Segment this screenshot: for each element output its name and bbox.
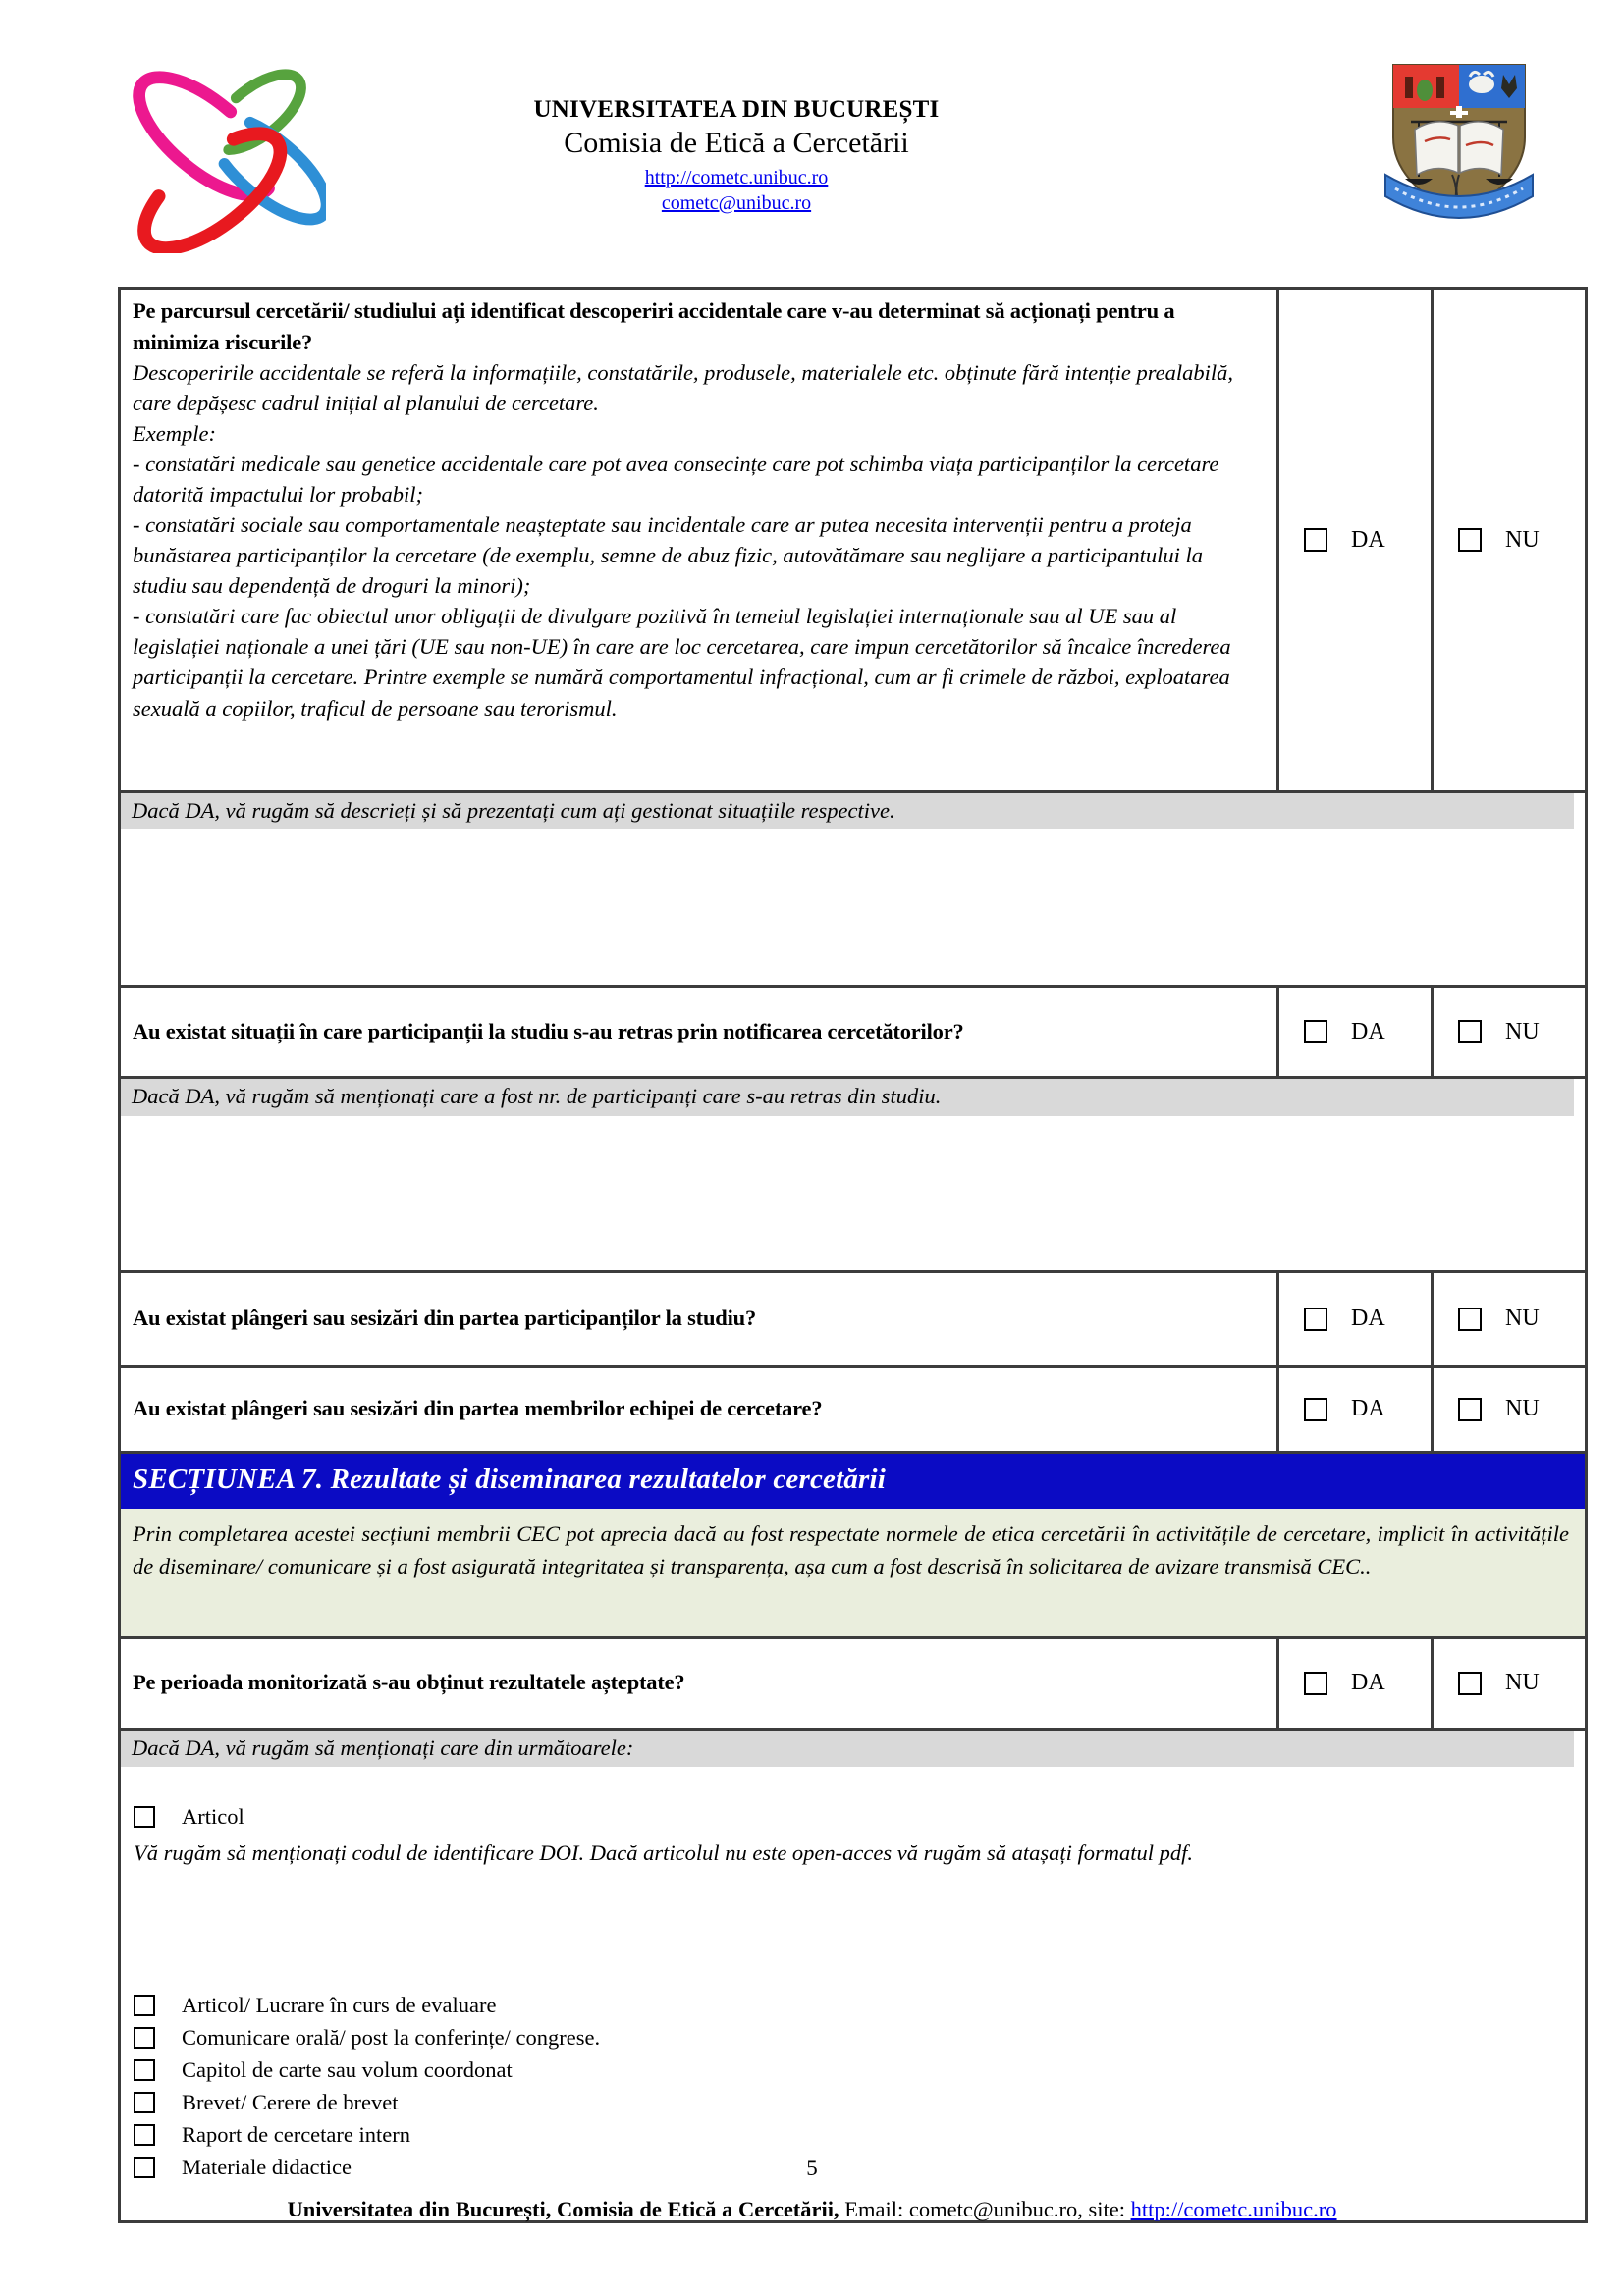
followup-row [120, 1078, 1587, 1116]
question-note-line: - constatări medicale sau genetice accidentale care pot avea consecințe care pot schimba viața participanților la cercetare datorită impactului lor probabil; [133, 452, 1219, 507]
no-cell [1433, 289, 1587, 792]
no-cell [1433, 987, 1587, 1078]
question-note-line: participanții la cercetare. Printre exemple se numără comportamentul infracțional, cum ar fi crimele de război, exploatarea sexuală a copiilor, traficul de persoane sau terorismul. [133, 665, 1230, 721]
result-label: Capitol de carte sau volum coordonat [182, 2057, 513, 2083]
answer-space-row [120, 1116, 1587, 1272]
yes-checkbox[interactable] [1304, 1672, 1327, 1695]
no-cell [1433, 1271, 1587, 1366]
yes-checkbox[interactable] [1304, 528, 1327, 552]
result-label: Comunicare orală/ post la conferințe/ congrese. [182, 2025, 601, 2051]
yes-label: DA [1351, 526, 1385, 553]
followup-instruction: Dacă DA, vă rugăm să descrieți și să prezentați cum ați gestionat situațiile respective. [121, 793, 1574, 829]
yes-checkbox[interactable] [1304, 1398, 1327, 1421]
no-label: NU [1505, 526, 1540, 553]
question-row-participant-complaints [120, 1271, 1587, 1366]
article-checkbox[interactable] [134, 1806, 155, 1828]
followup-row [120, 1729, 1587, 1767]
section-intro-text: Prin completarea acestei secțiuni membrii CEC pot aprecia dacă au fost respectate normele de etica cercetării în activitățile de cercetare, implicit în activitățile de diseminare/ comunicare și a fost asigurată integritatea și transparența, așa cum a fost descrisă în solicitarea de avizare transmisă CEC.. [133, 1521, 1569, 1579]
result-option [134, 2026, 1569, 2050]
question-note-line: Descoperirile accidentale se referă la informațiile, constatările, produsele, materialele etc. obținute fără intenție prealabilă, care depășesc cadrul inițial al planului de cercetare. [133, 360, 1234, 416]
document-header [393, 96, 1080, 215]
yes-label: DA [1351, 1018, 1385, 1044]
answer-area[interactable] [120, 829, 1587, 987]
yes-label: DA [1351, 1306, 1385, 1331]
yes-cell [1278, 1637, 1433, 1729]
question-note-line: Exemple: [133, 421, 216, 447]
yes-label: DA [1351, 1670, 1385, 1695]
question-row-withdrawals [120, 987, 1587, 1078]
yes-label: DA [1351, 1396, 1385, 1421]
answer-space-row [120, 829, 1587, 987]
article-label: Articol [182, 1803, 244, 1829]
result-option [134, 2058, 1569, 2082]
no-cell [1433, 1366, 1587, 1452]
section-header-row [120, 1452, 1587, 1509]
university-crest [1373, 51, 1545, 228]
question-text: Au existat plângeri sau sesizări din partea membrilor echipei de cercetare? [120, 1366, 1278, 1452]
article-doi-note: Vă rugăm să menționați codul de identificare DOI. Dacă articolul nu este open-acces vă rugăm să atașați formatul pdf. [134, 1840, 1194, 1865]
university-name: UNIVERSITATEA DIN BUCUREȘTI [533, 96, 940, 123]
result-checkbox[interactable] [134, 2092, 155, 2113]
result-label: Articol/ Lucrare în curs de evaluare [182, 1993, 497, 2018]
result-option [134, 1994, 1569, 2017]
question-row-expected-results [120, 1637, 1587, 1729]
result-checkbox[interactable] [134, 2027, 155, 2049]
committee-name: Comisia de Etică a Cercetării [564, 127, 909, 159]
followup-row [120, 792, 1587, 830]
results-checklist [134, 1994, 1569, 2179]
yes-checkbox[interactable] [1304, 1020, 1327, 1043]
no-label: NU [1505, 1018, 1540, 1044]
article-option [134, 1804, 1569, 1830]
page-number: 5 [806, 2156, 818, 2180]
footer-line [0, 2197, 1624, 2222]
section-intro-row [120, 1509, 1587, 1638]
result-option [134, 2091, 1569, 2114]
yes-cell [1278, 1366, 1433, 1452]
result-checkbox[interactable] [134, 1995, 155, 2016]
no-cell [1433, 1637, 1587, 1729]
result-label: Materiale didactice [182, 2155, 352, 2180]
followup-instruction: Dacă DA, vă rugăm să menționați care din următoarele: [121, 1731, 1574, 1767]
question-text: Au existat situații în care participanții la studiu s-au retras prin notificarea cercetătorilor? [120, 987, 1278, 1078]
no-checkbox[interactable] [1458, 528, 1482, 552]
committee-email-link[interactable]: cometc@unibuc.ro [661, 192, 812, 214]
results-row [120, 1767, 1587, 2222]
result-checkbox[interactable] [134, 2124, 155, 2146]
no-checkbox[interactable] [1458, 1308, 1482, 1331]
no-label: NU [1505, 1670, 1540, 1695]
no-checkbox[interactable] [1458, 1398, 1482, 1421]
question-text: Pe parcursul cercetării/ studiului ați identificat descoperiri accidentale care v-au determinat să acționați pentru a minimiza riscurile? [133, 298, 1175, 354]
yes-cell [1278, 289, 1433, 792]
footer-site-link[interactable]: http://cometc.unibuc.ro [1130, 2197, 1337, 2221]
yes-checkbox[interactable] [1304, 1308, 1327, 1331]
monitoring-form-table [118, 287, 1588, 2223]
no-checkbox[interactable] [1458, 1672, 1482, 1695]
university-logo [124, 43, 326, 253]
result-option [134, 2123, 1569, 2147]
footer-contact: Email: cometc@unibuc.ro, site: [839, 2197, 1131, 2221]
result-checkbox[interactable] [134, 2059, 155, 2081]
no-label: NU [1505, 1396, 1540, 1421]
result-label: Brevet/ Cerere de brevet [182, 2090, 399, 2115]
no-label: NU [1505, 1306, 1540, 1331]
answer-area[interactable] [120, 1116, 1587, 1272]
question-row-incidental-findings [120, 289, 1587, 792]
result-label: Raport de cercetare intern [182, 2122, 410, 2148]
question-text-cell [120, 289, 1278, 792]
committee-url-link[interactable]: http://cometc.unibuc.ro [644, 167, 829, 188]
followup-instruction: Dacă DA, vă rugăm să menționați care a fost nr. de participanți care s-au retras din studiu. [121, 1079, 1574, 1115]
question-notes [133, 357, 1259, 723]
section-title: SECȚIUNEA 7. Rezultate și diseminarea rezultatelor cercetării [133, 1464, 887, 1495]
question-note-line: - constatări sociale sau comportamentale neașteptate sau incidentale care ar putea necesita intervenții pentru a proteja bunăstarea participanților la cercetare (de exemplu, semne de abuz fizic, autovătămare sau neglijare a participantului la studiu sau dependență de droguri la minori); [133, 512, 1204, 599]
question-row-team-complaints [120, 1366, 1587, 1452]
no-checkbox[interactable] [1458, 1020, 1482, 1043]
footer-institution: Universitatea din București, Comisia de Etică a Cercetării, [287, 2197, 839, 2221]
question-note-line: - constatări care fac obiectul unor obligații de divulgare pozitivă în temeiul legislației internaționale sau al UE sau al legislației naționale a unei țări (UE sau non-UE) în care are loc cercetarea, care impun cercetătorilor să încalce încrederea [133, 604, 1231, 660]
yes-cell [1278, 1271, 1433, 1366]
yes-cell [1278, 987, 1433, 1078]
question-text: Au existat plângeri sau sesizări din partea participanților la studiu? [120, 1271, 1278, 1366]
question-text: Pe perioada monitorizată s-au obținut rezultatele așteptate? [120, 1637, 1278, 1729]
